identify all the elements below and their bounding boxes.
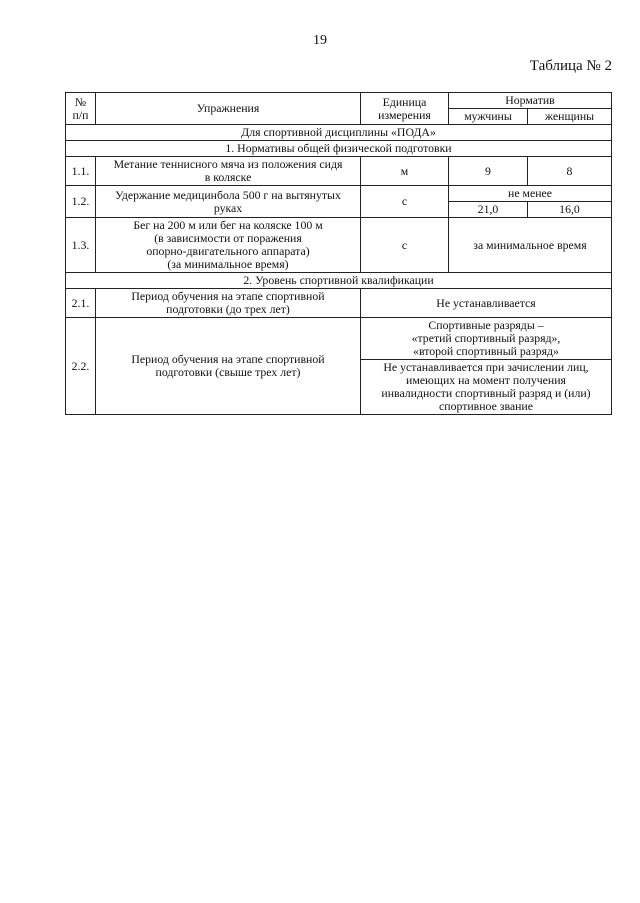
exercise-line: опорно-двигательного аппарата) <box>146 244 310 258</box>
table-row <box>66 157 612 186</box>
section2-title: 2. Уровень спортивной квалификации <box>66 273 612 289</box>
value-line: инвалидности спортивный разряд и (или) <box>381 386 591 400</box>
exercise-line: Метание теннисного мяча из положения сидя <box>113 157 343 171</box>
value-line: спортивное звание <box>439 399 533 413</box>
row-unit: м <box>361 157 449 186</box>
row-value <box>361 360 612 415</box>
header-unit-line: измерения <box>378 107 431 122</box>
header-num-line: п/п <box>72 107 89 122</box>
header-men: мужчины <box>449 109 528 125</box>
section-row <box>66 141 612 157</box>
row-value: Не устанавливается <box>361 289 612 318</box>
header-num-line: № <box>74 94 87 109</box>
exercise-line: (за минимальное время) <box>167 257 289 271</box>
header-women: женщины <box>528 109 612 125</box>
exercise-line: подготовки (до трех лет) <box>166 302 290 316</box>
exercise-line: (в зависимости от поражения <box>154 231 302 245</box>
exercise-line: руках <box>213 200 243 215</box>
header-unit-line: Единица <box>382 94 427 109</box>
row-women: 16,0 <box>528 202 612 218</box>
exercise-line: Удержание медицинбола 500 г на вытянутых <box>115 187 341 202</box>
exercise-line: подготовки (свыше трех лет) <box>155 365 301 379</box>
value-line: Спортивные разряды – <box>428 318 544 332</box>
header-unit <box>361 93 449 125</box>
table-caption: Таблица № 2 <box>529 58 612 74</box>
row-num: 2.2. <box>66 318 96 415</box>
value-line: «третий спортивный разряд», <box>411 331 561 345</box>
row-exercise <box>96 289 361 318</box>
row-exercise <box>96 157 361 186</box>
value-line: «второй спортивный разряд» <box>413 344 559 358</box>
header-norm: Норматив <box>449 93 612 109</box>
header-num <box>66 93 96 125</box>
exercise-line: в коляске <box>204 170 252 184</box>
row-exercise <box>96 318 361 415</box>
page-number: 19 <box>313 33 327 48</box>
norms-table <box>65 92 612 415</box>
row-note: не менее <box>449 186 612 202</box>
row-women: 8 <box>528 157 612 186</box>
row-exercise <box>96 218 361 273</box>
row-num: 1.1. <box>66 157 96 186</box>
row-norm: за минимальное время <box>449 218 612 273</box>
discipline-title: Для спортивной дисциплины «ПОДА» <box>66 125 612 141</box>
row-num: 1.2. <box>66 186 96 218</box>
table-row <box>66 186 612 202</box>
table-header-row <box>66 93 612 109</box>
row-unit: с <box>361 186 449 218</box>
value-line: Не устанавливается при зачислении лиц, <box>383 360 589 374</box>
table-row <box>66 289 612 318</box>
exercise-line: Бег на 200 м или бег на коляске 100 м <box>133 218 323 232</box>
row-num: 2.1. <box>66 289 96 318</box>
exercise-line: Период обучения на этапе спортивной <box>131 289 325 303</box>
row-men: 9 <box>449 157 528 186</box>
table-row <box>66 318 612 360</box>
row-num: 1.3. <box>66 218 96 273</box>
value-line: имеющих на момент получения <box>406 373 566 387</box>
discipline-row <box>66 125 612 141</box>
row-men: 21,0 <box>449 202 528 218</box>
row-value <box>361 318 612 360</box>
section-row <box>66 273 612 289</box>
header-exercises: Упражнения <box>96 93 361 125</box>
table-row <box>66 218 612 273</box>
exercise-line: Период обучения на этапе спортивной <box>131 352 325 366</box>
section1-title: 1. Нормативы общей физической подготовки <box>66 141 612 157</box>
row-exercise <box>96 186 361 218</box>
row-unit: с <box>361 218 449 273</box>
